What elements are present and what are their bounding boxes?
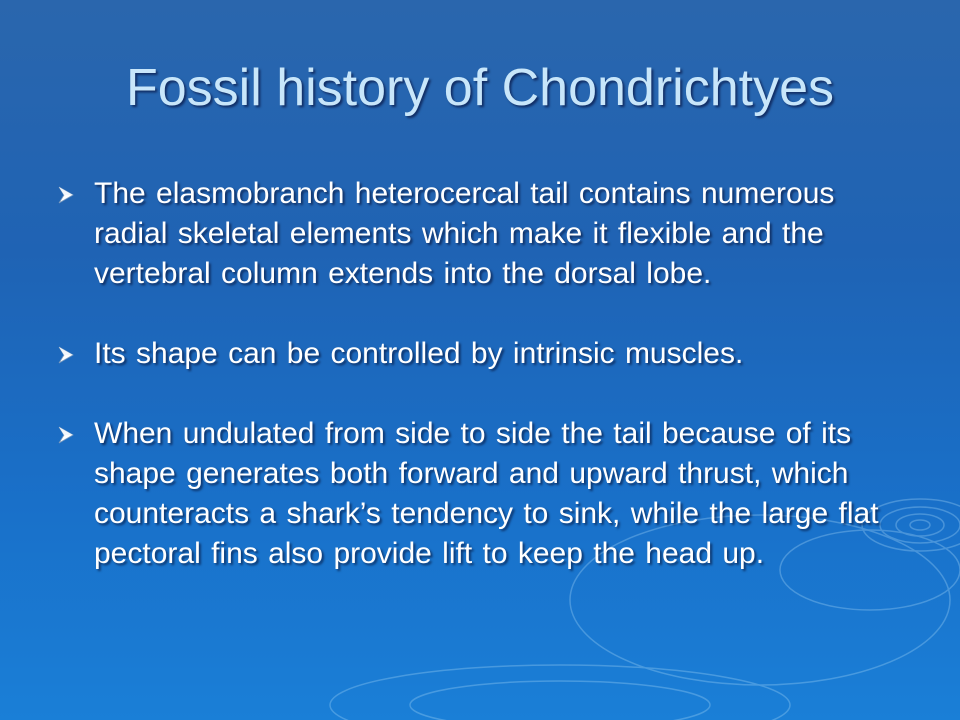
bullet-text: Its shape can be controlled by intrinsic muscles. bbox=[94, 337, 744, 370]
bullet-text: The elasmobranch heterocercal tail contains numerous radial skeletal elements which make it flexible and the vertebral column extends into the dorsal lobe. bbox=[94, 177, 835, 290]
arrowhead-bullet-icon bbox=[56, 426, 76, 444]
bullet-item bbox=[56, 334, 906, 374]
bullet-text: When undulated from side to side the tail because of its shape generates both forward and upward thrust, which counteracts a shark’s tendency to sink, while the large flat pectoral fins also provide lift to keep the head up. bbox=[94, 417, 879, 570]
arrowhead-bullet-icon bbox=[56, 346, 76, 364]
bullet-item bbox=[56, 414, 906, 574]
bullet-item bbox=[56, 174, 906, 294]
bullet-list bbox=[56, 174, 906, 574]
arrowhead-bullet-icon bbox=[56, 186, 76, 204]
slide-title: Fossil history of Chondrichtyes bbox=[125, 59, 835, 117]
